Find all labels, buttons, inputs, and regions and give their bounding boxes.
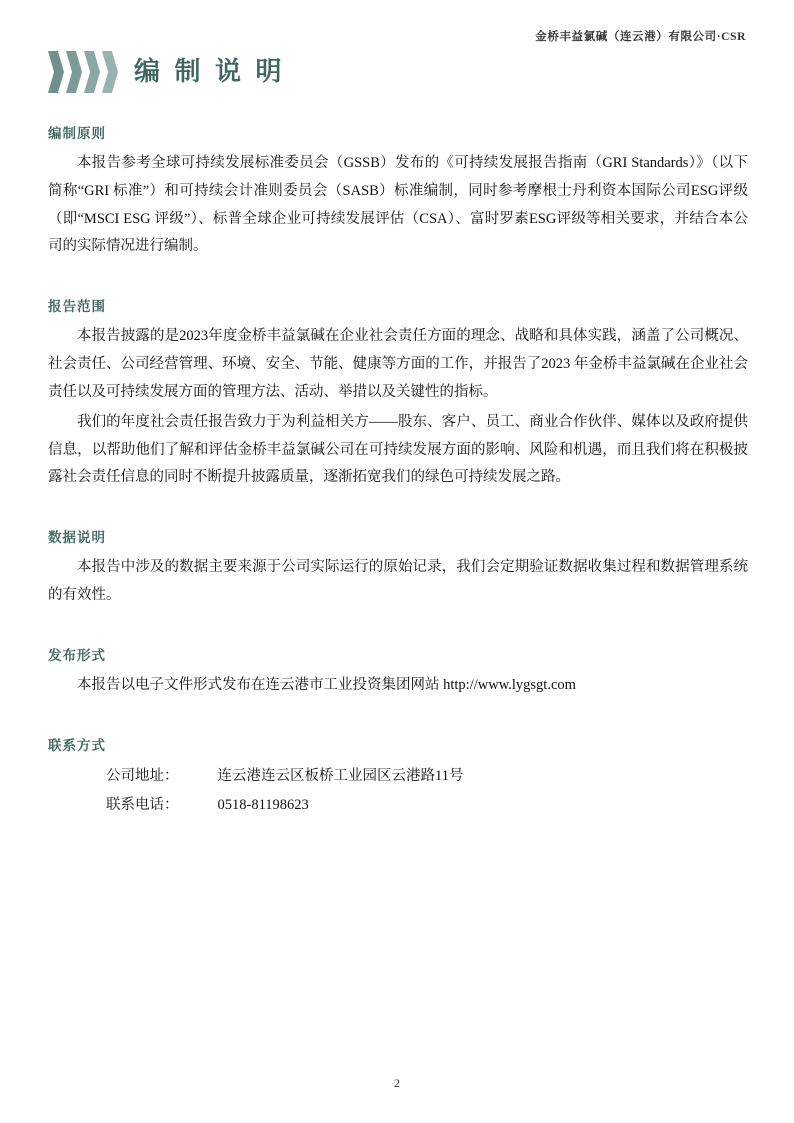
paragraph: 本报告以电子文件形式发布在连云港市工业投资集团网站 http://www.lygsgt.com [77, 676, 576, 693]
page-number: 2 [394, 1076, 400, 1090]
paragraph: 本报告参考全球可持续发展标准委员会（GSSB）发布的《可持续发展报告指南（GRI Standards）》（以下简称“GRI 标准”）和可持续会计准则委员会（SASB）标准编制，同时参考摩根士丹利资本国际公司ESG评级（即“MSCI ESG 评级”）、标普全球企业可持续发展评估（CSA）、富时罗素ESG评级等相关要求，并结合本公司的实际情况进行编制。 [48, 155, 748, 255]
section-heading: 联系方式 [48, 737, 106, 753]
section-heading: 编制原则 [48, 126, 106, 141]
section-heading: 报告范围 [48, 299, 106, 315]
section-spacer [48, 496, 748, 526]
contact-address-value: 连云港连云区板桥工业园区云港路11号 [217, 767, 464, 784]
contact-phone-label: 联系电话： [106, 796, 179, 813]
section-contact [48, 734, 748, 820]
section-publication-form [48, 644, 748, 700]
chevron-right-icon [102, 51, 118, 93]
page-title-block [48, 48, 286, 96]
chevron-right-icon [66, 51, 82, 93]
chevron-decoration-icon [48, 51, 120, 93]
contact-phone-value: 0518-81198623 [217, 796, 309, 813]
contact-phone-row [48, 791, 748, 820]
paragraph: 本报告中涉及的数据主要来源于公司实际运行的原始记录，我们会定期验证数据收集过程和数据管理系统的有效性。 [48, 559, 748, 604]
contact-address-row [48, 762, 748, 791]
section-spacer [48, 265, 748, 295]
paragraph: 本报告披露的是2023年度金桥丰益氯碱在企业社会责任方面的理念、战略和具体实践，涵盖了公司概况、社会责任、公司经营管理、环境、安全、节能、健康等方面的工作，并报告了2023 年金桥丰益氯碱在企业社会责任以及可持续发展方面的管理方法、活动、举措以及关键性的指标。 [48, 328, 748, 400]
page-header-company: 金桥丰益氯碱（连云港）有限公司·CSR [535, 31, 746, 43]
section-report-scope [48, 295, 748, 492]
section-heading: 发布形式 [48, 647, 106, 663]
document-body [48, 122, 748, 824]
paragraph: 我们的年度社会责任报告致力于为利益相关方——股东、客户、员工、商业合作伙伴、媒体以及政府提供信息，以帮助他们了解和评估金桥丰益氯碱公司在可持续发展方面的影响、风险和机遇，而且我们将在积极披露社会责任信息的同时不断提升披露质量，逐渐拓宽我们的绿色可持续发展之路。 [48, 413, 748, 486]
section-spacer [48, 614, 748, 644]
section-data-description [48, 526, 748, 610]
section-heading: 数据说明 [48, 530, 106, 546]
contact-address-label: 公司地址： [106, 767, 179, 784]
page-title: 编 制 说 明 [134, 57, 286, 86]
chevron-right-icon [84, 51, 100, 93]
section-compilation-principles [48, 122, 748, 261]
chevron-right-icon [48, 51, 64, 93]
section-spacer [48, 704, 748, 734]
